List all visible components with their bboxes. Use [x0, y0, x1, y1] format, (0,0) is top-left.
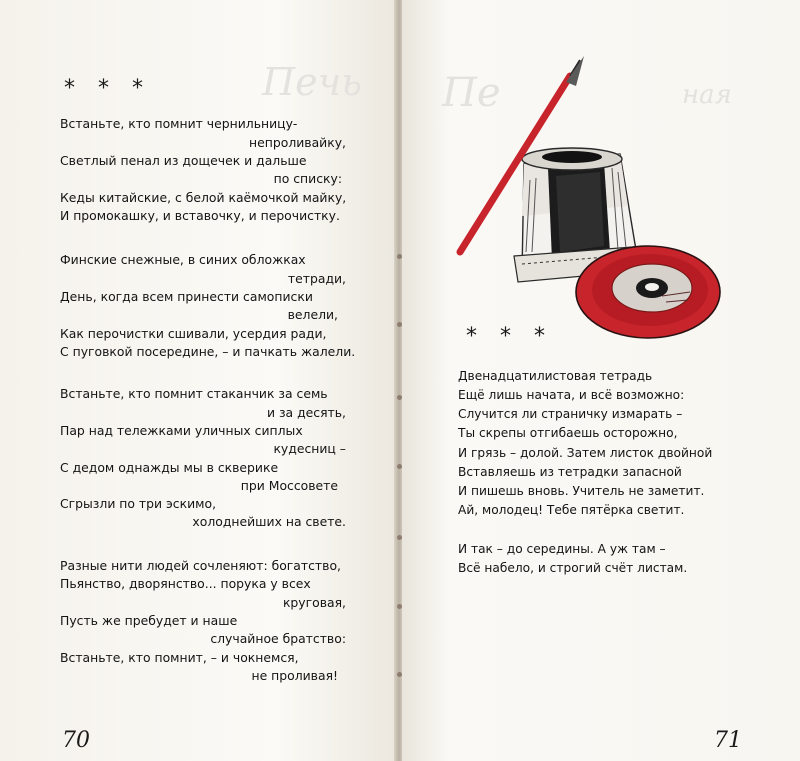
- poem-line: Пьянство, дворянство... порука у всех: [60, 576, 311, 591]
- poem-line: Случится ли страничку измарать –: [458, 407, 683, 421]
- poem-line: И так – до середины. А уж там –: [458, 542, 666, 556]
- poem-line: Встаньте, кто помнит стаканчик за семь: [60, 386, 328, 401]
- page-number-right: 71: [714, 728, 742, 753]
- poem-line: Всё набело, и строгий счёт листам.: [458, 561, 688, 575]
- poem-line: Как перочистки сшивали, усердия ради,: [60, 326, 327, 341]
- poem-line: Светлый пенал из дощечек и дальше: [60, 153, 307, 168]
- section-stars: * * *: [466, 324, 553, 349]
- poem-line: Сгрызли по три эскимо,: [60, 496, 217, 511]
- poem-line: С дедом однажды мы в скверике: [60, 460, 279, 475]
- poem-line: при Моссовете: [240, 478, 338, 493]
- poem-line: И грязь – долой. Затем листок двойной: [458, 446, 713, 460]
- poem-line: Встаньте, кто помнит, – и чокнемся,: [60, 650, 299, 665]
- poem-line: Разные нити людей сочленяют: богатство,: [60, 558, 341, 573]
- poem-line: Ты скрепы отгибаешь осторожно,: [458, 426, 678, 440]
- poem-line: Встаньте, кто помнит чернильницу-: [60, 116, 298, 131]
- poem-left: [60, 0, 360, 761]
- poem-line: Кеды китайские, с белой каёмочкой майку,: [60, 190, 347, 205]
- poem-line: и за десять,: [266, 405, 346, 420]
- poem-line: кудесниц –: [273, 441, 346, 456]
- poem-line: Двенадцатилистовая тетрадь: [458, 369, 653, 383]
- poem-line: Ещё лишь начата, и всё возможно:: [458, 388, 685, 402]
- poem-line: Финские снежные, в синих обложках: [60, 252, 306, 267]
- page-number-left: 70: [62, 728, 90, 753]
- poem-line: круговая,: [282, 595, 346, 610]
- poem-line: холоднейших на свете.: [192, 514, 346, 529]
- poem-line: С пуговкой посередине, – и пачкать жалели.: [60, 344, 356, 359]
- faded-show-through-text: Печь: [262, 60, 362, 104]
- section-stars: * * *: [64, 76, 151, 101]
- poem-line: День, когда всем принести самописки: [60, 289, 313, 304]
- poem-line: велели,: [287, 307, 338, 322]
- left-page: [0, 0, 396, 761]
- poem-line: не проливая!: [251, 668, 338, 683]
- inkwell-pen-and-pen-wiper-icon: [452, 56, 732, 346]
- poem-line: Пусть же пребудет и наше: [60, 613, 238, 628]
- poem-line: Пар над тележками уличных сиплых: [60, 423, 303, 438]
- poem-line: Вставляешь из тетрадки запасной: [458, 465, 682, 479]
- faded-show-through-text: Пе: [442, 70, 501, 116]
- poem-line: случайное братство:: [210, 631, 346, 646]
- poem-line: И пишешь вновь. Учитель не заметит.: [458, 484, 705, 498]
- poem-line: непроливайку,: [249, 135, 346, 150]
- poem-line: И промокашку, и вставочку, и перочистку.: [60, 208, 340, 223]
- poem-line: по списку:: [273, 171, 342, 186]
- poem-line: тетради,: [287, 271, 346, 286]
- faded-show-through-text: ная: [682, 80, 732, 110]
- poem-line: Ай, молодец! Тебе пятёрка светит.: [458, 503, 685, 517]
